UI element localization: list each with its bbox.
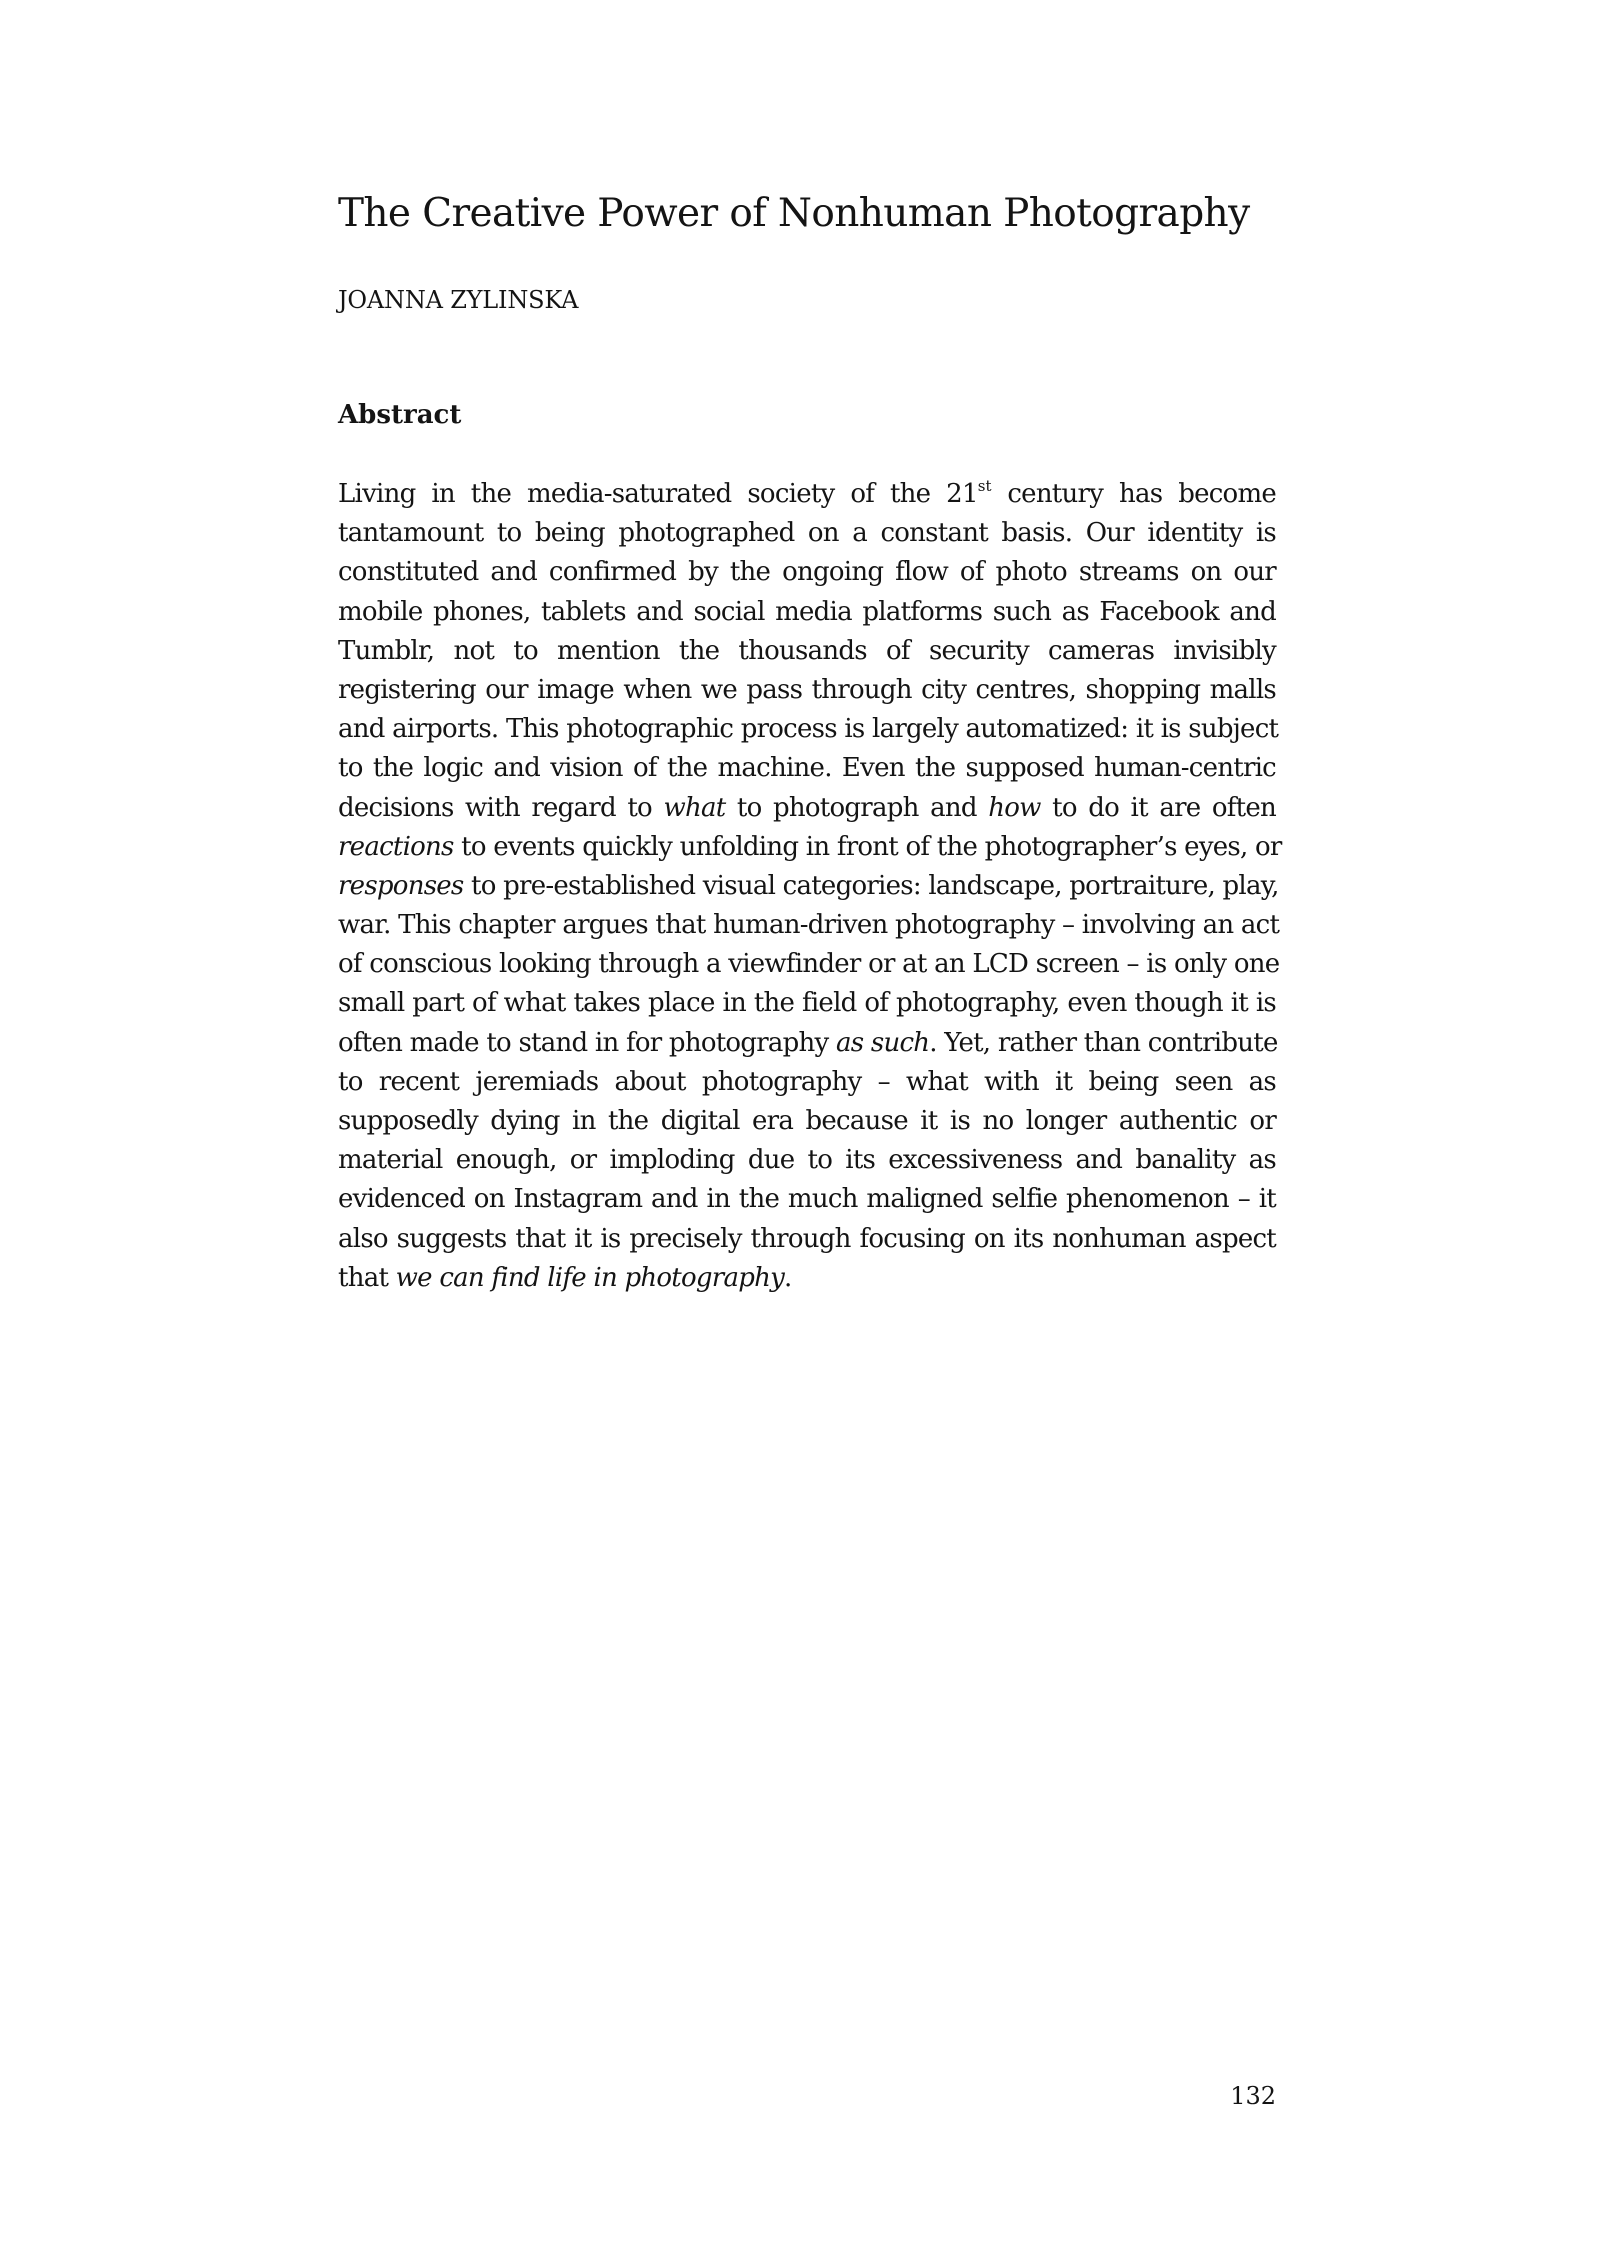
text-run: and airports. This photographic process is largely automatized: it is subject xyxy=(338,714,1279,745)
abstract-body xyxy=(338,475,1282,1298)
text-run: to do it are often xyxy=(1040,792,1276,823)
abstract-line xyxy=(338,789,1276,828)
italic-run: as such xyxy=(836,1027,930,1058)
text-run: mobile phones, tablets and social media platforms such as Facebook and xyxy=(338,596,1276,627)
text-run: to photograph and xyxy=(725,792,989,823)
text-run: to recent jeremiads about photography – what with it being seen as xyxy=(338,1066,1276,1097)
page-number: 132 xyxy=(1230,2082,1276,2110)
text-run: war. This chapter argues that human-driven photography – involving an act xyxy=(338,910,1280,941)
abstract-line xyxy=(338,553,1276,592)
text-run: to the logic and vision of the machine. Even the supposed human-centric xyxy=(338,753,1276,784)
italic-run: we can find life in photography xyxy=(395,1262,785,1293)
text-run: . Yet, rather than contribute xyxy=(929,1027,1278,1058)
italic-run: reactions xyxy=(338,831,454,862)
abstract-line xyxy=(338,867,1279,906)
abstract-line xyxy=(338,1024,1276,1063)
abstract-line xyxy=(338,945,1280,984)
abstract-line xyxy=(338,1141,1276,1180)
text-run: tantamount to being photographed on a constant basis. Our identity is xyxy=(338,518,1276,549)
abstract-line xyxy=(338,906,1280,945)
text-run: . xyxy=(784,1262,792,1293)
text-run: to events quickly unfolding in front of the photographer’s eyes, or xyxy=(453,831,1282,862)
author-name: JOANNA ZYLINSKA xyxy=(338,286,579,314)
text-run: also suggests that it is precisely through focusing on its nonhuman aspect xyxy=(338,1223,1276,1254)
superscript: st xyxy=(977,477,992,495)
text-run: supposedly dying in the digital era because it is no longer authentic or xyxy=(338,1106,1276,1136)
text-run: often made to stand in for photography xyxy=(338,1027,836,1058)
abstract-line xyxy=(338,632,1276,671)
text-run: decisions with regard to xyxy=(338,792,664,823)
abstract-line xyxy=(338,1220,1276,1259)
abstract-line xyxy=(338,984,1276,1023)
text-run: registering our image when we pass through city centres, shopping malls xyxy=(338,674,1276,705)
text-run: that xyxy=(338,1262,396,1293)
abstract-line xyxy=(338,1102,1276,1141)
abstract-line xyxy=(338,514,1276,553)
text-run: constituted and confirmed by the ongoing flow of photo streams on our xyxy=(338,557,1276,588)
abstract-line xyxy=(338,1063,1276,1102)
abstract-line xyxy=(338,1259,1276,1298)
abstract-line xyxy=(338,828,1282,867)
chapter-title: The Creative Power of Nonhuman Photography xyxy=(338,191,1250,236)
text-run: material enough, or imploding due to its excessiveness and banality as xyxy=(338,1145,1276,1176)
abstract-line xyxy=(338,710,1279,749)
italic-run: how xyxy=(988,792,1041,823)
abstract-line xyxy=(338,749,1276,788)
text-run: small part of what takes place in the field of photography, even though it is xyxy=(338,988,1276,1019)
italic-run: responses xyxy=(338,870,464,901)
abstract-line xyxy=(338,671,1276,710)
text-run: Tumblr, not to mention the thousands of security cameras invisibly xyxy=(338,635,1276,666)
abstract-line xyxy=(338,475,1276,514)
text-run: of conscious looking through a viewfinder or at an LCD screen – is only one xyxy=(338,949,1280,980)
abstract-line xyxy=(338,593,1276,632)
text-run: to pre-established visual categories: landscape, portraiture, play, xyxy=(463,870,1279,901)
italic-run: what xyxy=(663,792,726,823)
text-run: evidenced on Instagram and in the much maligned selfie phenomenon – it xyxy=(338,1184,1276,1215)
abstract-heading: Abstract xyxy=(338,400,462,430)
text-run: Living in the media-saturated society of the 21 xyxy=(338,479,978,509)
text-run: century has become xyxy=(991,479,1276,509)
abstract-line xyxy=(338,1180,1276,1219)
